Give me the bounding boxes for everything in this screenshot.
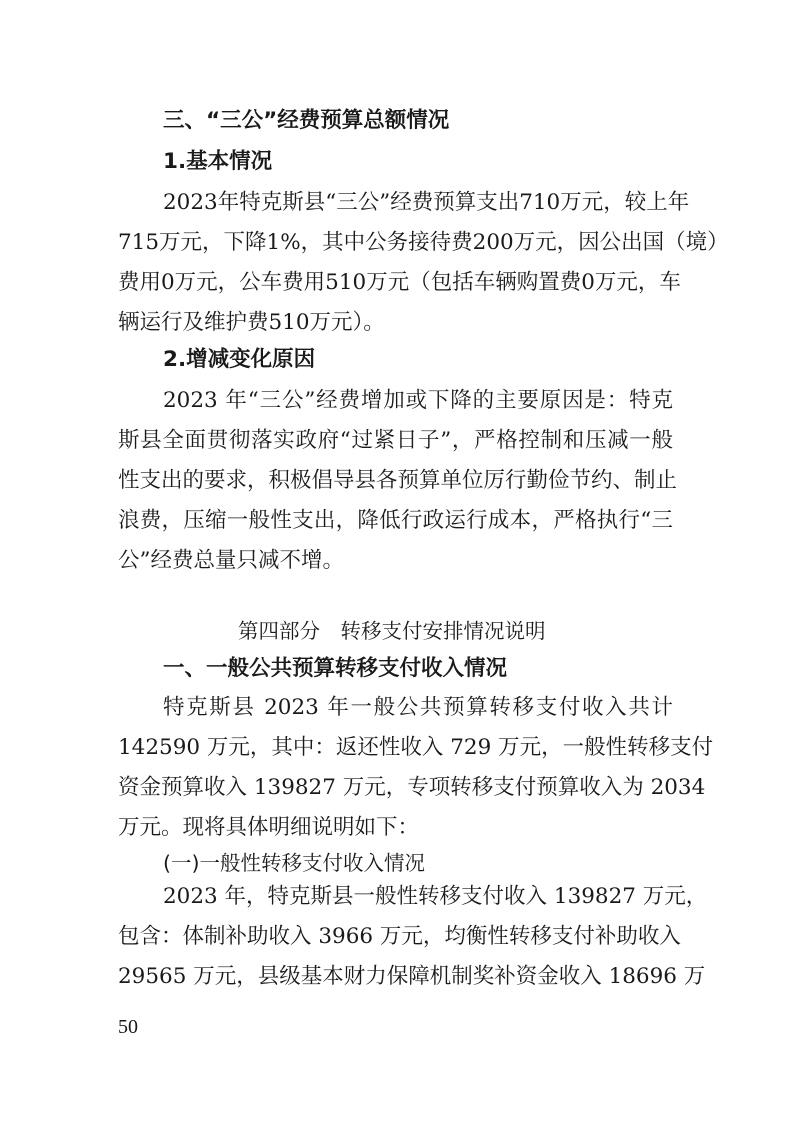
subheading-general-transfer-income: (一)一般性转移支付收入情况: [163, 851, 425, 875]
subheading-basic-situation: 1.基本情况: [163, 149, 273, 174]
page-number: 50: [118, 1016, 138, 1038]
paragraph-line: 资金预算收入 139827 万元，专项转移支付预算收入为 2034: [118, 775, 706, 800]
paragraph-line: 2023 年“三公”经费增加或下降的主要原因是：特克: [163, 388, 673, 413]
paragraph-line: 2023 年，特克斯县一般性转移支付收入 139827 万元，: [163, 884, 708, 909]
paragraph-line: 142590 万元，其中：返还性收入 729 万元，一般性转移支付: [118, 735, 714, 760]
paragraph-line: 2023年特克斯县“三公”经费预算支出710万元，较上年: [163, 190, 690, 215]
paragraph-line: 29565 万元，县级基本财力保障机制奖补资金收入 18696 万: [118, 964, 706, 989]
paragraph-line: 包含：体制补助收入 3966 万元，均衡性转移支付补助收入: [118, 924, 681, 949]
paragraph-line: 辆运行及维护费510万元）。: [118, 310, 385, 335]
paragraph-line: 浪费，压缩一般性支出，降低行政运行成本，严格执行“三: [118, 508, 673, 533]
section-heading-three-public-expenses: 三、“三公”经费预算总额情况: [163, 108, 450, 133]
heading-general-budget-transfer: 一、一般公共预算转移支付收入情况: [163, 656, 508, 681]
paragraph-line: 特克斯县 2023 年一般公共预算转移支付收入共计: [163, 695, 673, 720]
paragraph-line: 公”经费总量只减不增。: [118, 548, 344, 573]
subheading-change-reasons: 2.增减变化原因: [163, 347, 316, 372]
paragraph-line: 性支出的要求，积极倡导县各预算单位厉行勤俭节约、制止: [118, 468, 678, 493]
paragraph-line: 斯县全面贯彻落实政府“过紧日子”，严格控制和压减一般: [118, 428, 673, 453]
paragraph-line: 715万元，下降1%，其中公务接待费200万元，因公出国（境）: [118, 230, 729, 255]
paragraph-line: 费用0万元，公车费用510万元（包括车辆购置费0万元，车: [118, 270, 681, 295]
paragraph-line: 万元。现将具体明细说明如下：: [118, 815, 420, 840]
part-four-title: 第四部分 转移支付安排情况说明: [238, 619, 546, 643]
